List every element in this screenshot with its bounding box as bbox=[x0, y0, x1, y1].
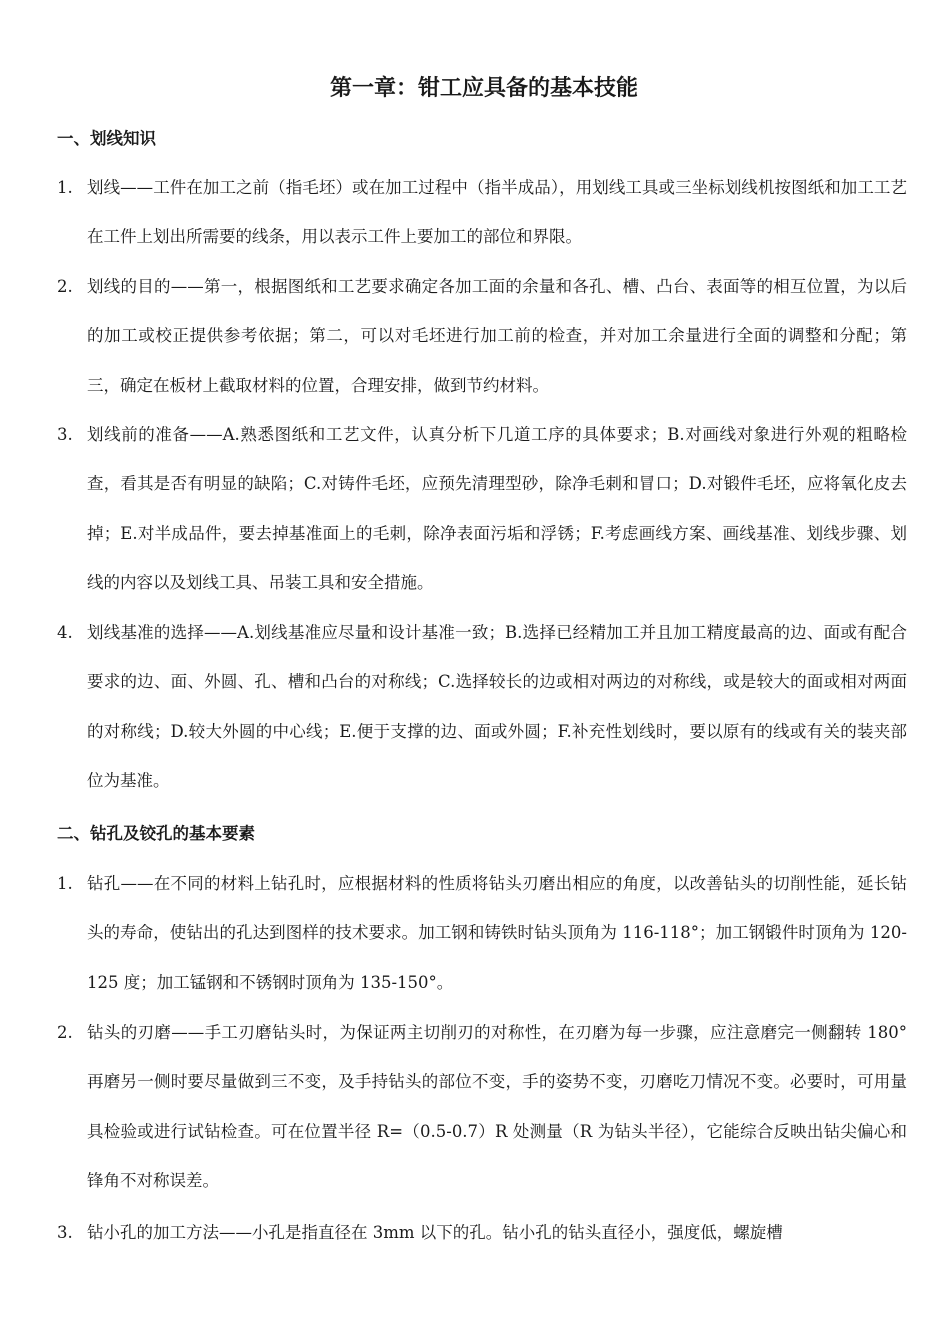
list-item bbox=[57, 1008, 907, 1205]
item-number: 1. bbox=[57, 178, 73, 197]
item-number: 3. bbox=[57, 1223, 73, 1242]
list-item bbox=[57, 163, 907, 262]
item-number: 4. bbox=[57, 623, 73, 642]
item-number: 3. bbox=[57, 425, 73, 444]
list-item bbox=[57, 1208, 907, 1257]
list-item bbox=[57, 262, 907, 410]
item-text: 钻头的刃磨——手工刃磨钻头时，为保证两主切削刃的对称性，在刃磨为每一步骤，应注意磨完一侧翻转 180°再磨另一侧时要尽量做到三不变，及手持钻头的部位不变，手的姿势不变，刃磨吃刀情况不变。必要时，可用量具检验或进行试钻检查。可在位置半径 R=（0.5-0.7）R 处测量（R 为钻头半径），它能综合反映出钻尖偏心和锋角不对称误差。 bbox=[87, 1023, 907, 1190]
item-text: 划线基准的选择——A.划线基准应尽量和设计基准一致；B.选择已经精加工并且加工精度最高的边、面或有配合要求的边、面、外圆、孔、槽和凸台的对称线；C.选择较长的边或相对两边的对称线，或是较大的面或相对两面的对称线；D.较大外圆的中心线；E.便于支撑的边、面或外圆；F.补充性划线时，要以原有的线或有关的装夹部位为基准。 bbox=[87, 623, 907, 790]
section-heading-drilling: 二、钻孔及铰孔的基本要素 bbox=[57, 824, 255, 843]
item-text: 划线——工件在加工之前（指毛坯）或在加工过程中（指半成品），用划线工具或三坐标划线机按图纸和加工工艺在工件上划出所需要的线条，用以表示工件上要加工的部位和界限。 bbox=[87, 178, 907, 247]
item-number: 1. bbox=[57, 874, 73, 893]
item-number: 2. bbox=[57, 1023, 73, 1042]
list-item bbox=[57, 410, 907, 607]
list-item bbox=[57, 859, 907, 1007]
section-heading-marking: 一、划线知识 bbox=[57, 129, 156, 148]
item-text: 钻小孔的加工方法——小孔是指直径在 3mm 以下的孔。钻小孔的钻头直径小，强度低，螺旋槽 bbox=[87, 1223, 783, 1242]
item-number: 2. bbox=[57, 277, 73, 296]
item-text: 划线前的准备——A.熟悉图纸和工艺文件，认真分析下几道工序的具体要求；B.对画线对象进行外观的粗略检查，看其是否有明显的缺陷；C.对铸件毛坯，应预先清理型砂，除净毛刺和冒口；D.对锻件毛坯，应将氧化皮去掉；E.对半成品件，要去掉基准面上的毛刺，除净表面污垢和浮锈；F.考虑画线方案、画线基准、划线步骤、划线的内容以及划线工具、吊装工具和安全措施。 bbox=[87, 425, 907, 592]
item-text: 钻孔——在不同的材料上钻孔时，应根据材料的性质将钻头刃磨出相应的角度，以改善钻头的切削性能，延长钻头的寿命，使钻出的孔达到图样的技术要求。加工钢和铸铁时钻头顶角为 116-118°；加工钢锻件时顶角为 120-125 度；加工锰钢和不锈钢时顶角为 135-150°。 bbox=[87, 874, 907, 992]
list-item bbox=[57, 608, 907, 805]
chapter-title: 第一章：钳工应具备的基本技能 bbox=[329, 76, 638, 101]
item-text: 划线的目的——第一，根据图纸和工艺要求确定各加工面的余量和各孔、槽、凸台、表面等的相互位置，为以后的加工或校正提供参考依据；第二，可以对毛坯进行加工前的检查，并对加工余量进行全面的调整和分配；第三，确定在板材上截取材料的位置，合理安排，做到节约材料。 bbox=[87, 277, 907, 395]
